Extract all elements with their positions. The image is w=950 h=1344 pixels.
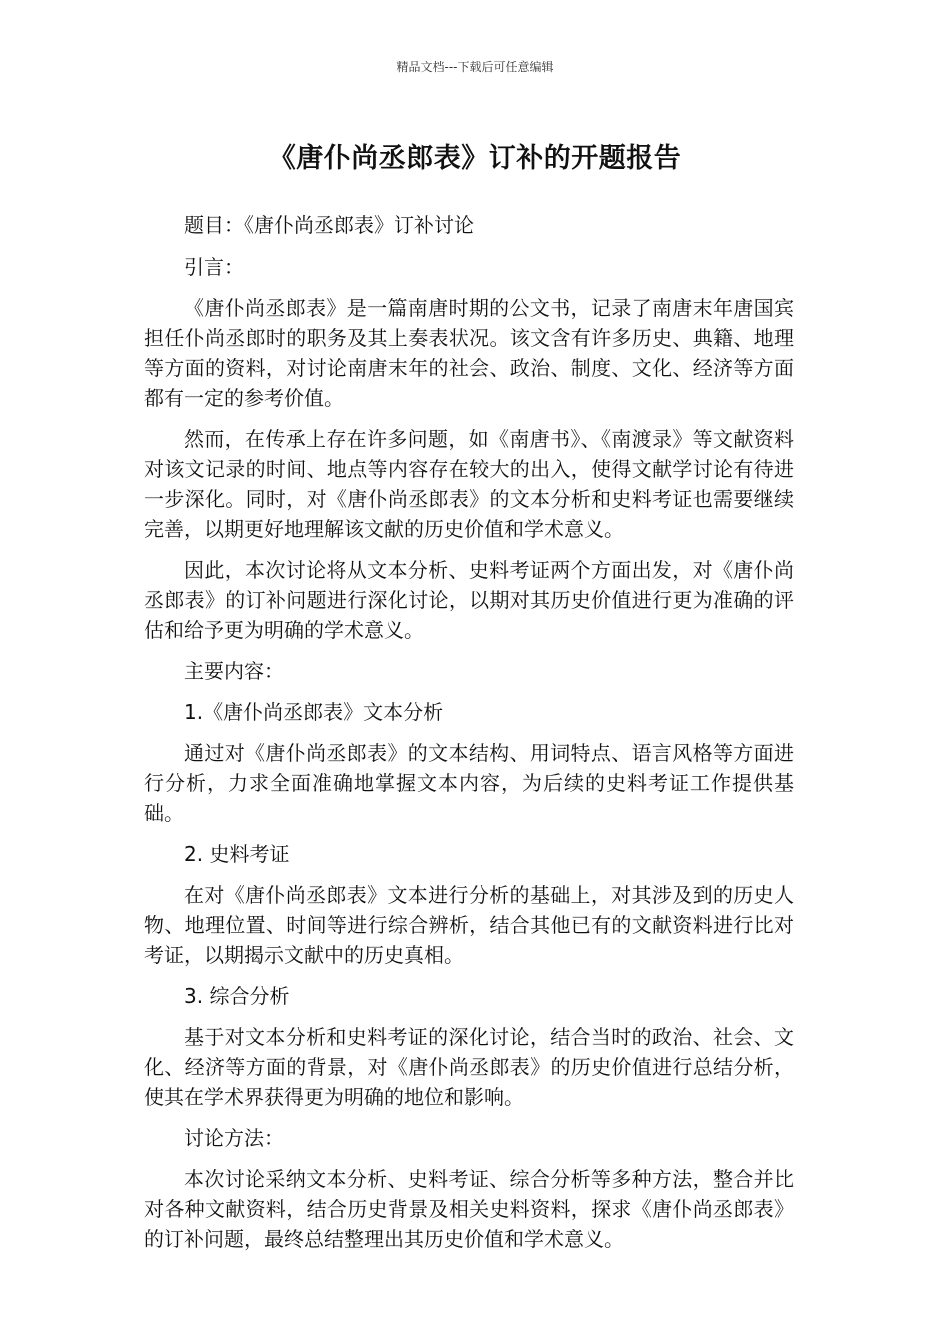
intro-paragraph: 因此，本次讨论将从文本分析、史料考证两个方面出发，对《唐仆尚丞郎表》的订补问题进行深化讨论，以期对其历史价值进行更为准确的评估和给予更为明确的学术意义。: [144, 558, 794, 642]
section-heading: 1.《唐仆尚丞郎表》文本分析: [184, 700, 444, 724]
header-note: 精品文档---下载后可任意编辑: [396, 60, 554, 74]
main-content-heading: 主要内容：: [184, 659, 284, 683]
subject-line: 题目：《唐仆尚丞郎表》订补讨论: [184, 213, 474, 237]
section-heading: 2. 史料考证: [184, 842, 290, 866]
section-body: 通过对《唐仆尚丞郎表》的文本结构、用词特点、语言风格等方面进行分析，力求全面准确地掌握文本内容，为后续的史料考证工作提供基础。: [144, 741, 794, 825]
method-body: 本次讨论采纳文本分析、史料考证、综合分析等多种方法，整合并比对各种文献资料，结合历史背景及相关史料资料，探求《唐仆尚丞郎表》的订补问题，最终总结整理出其历史价值和学术意义。: [144, 1167, 794, 1251]
intro-paragraph: 《唐仆尚丞郎表》是一篇南唐时期的公文书，记录了南唐末年唐国宾担任仆尚丞郎时的职务及其上奏表状况。该文含有许多历史、典籍、地理等方面的资料，对讨论南唐末年的社会、政治、制度、文化、经济等方面都有一定的参考价值。: [144, 296, 794, 410]
section-heading: 3. 综合分析: [184, 984, 290, 1008]
section-body: 在对《唐仆尚丞郎表》文本进行分析的基础上，对其涉及到的历史人物、地理位置、时间等进行综合辨析，结合其他已有的文献资料进行比对考证，以期揭示文献中的历史真相。: [144, 883, 794, 967]
intro-paragraph: 然而，在传承上存在许多问题，如《南唐书》、《南渡录》等文献资料对该文记录的时间、地点等内容存在较大的出入，使得文献学讨论有待进一步深化。同时，对《唐仆尚丞郎表》的文本分析和史料考证也需要继续完善，以期更好地理解该文献的历史价值和学术意义。: [144, 427, 794, 541]
section-body: 基于对文本分析和史料考证的深化讨论，结合当时的政治、社会、文化、经济等方面的背景，对《唐仆尚丞郎表》的历史价值进行总结分析，使其在学术界获得更为明确的地位和影响。: [144, 1025, 794, 1109]
document-title: 《唐仆尚丞郎表》订补的开题报告: [268, 143, 682, 174]
document-body: [144, 210, 794, 1254]
intro-heading: 引言：: [184, 255, 244, 279]
method-heading: 讨论方法：: [184, 1126, 284, 1150]
